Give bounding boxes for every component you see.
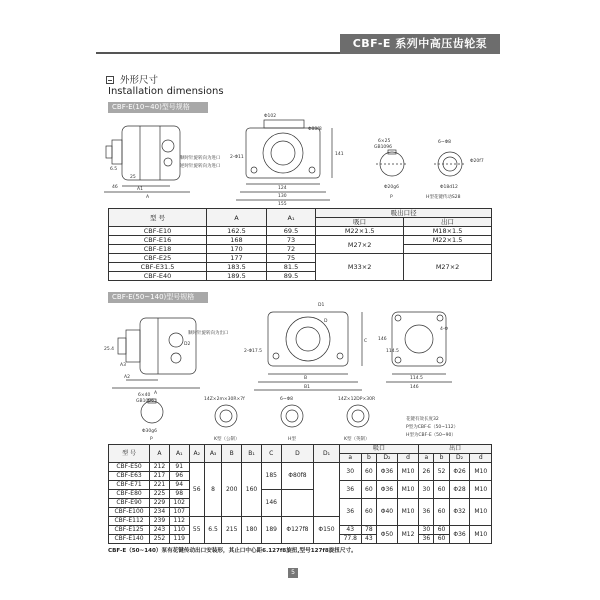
cell: Φ127f8 [281,517,314,544]
cell: 89.5 [266,272,315,281]
g2-front-view [254,312,362,390]
cell: 185 [261,463,281,490]
cell: 69.5 [266,227,315,236]
g2-note2: P型为CBF-E（50~112） [406,425,459,430]
cell: CBF-E31.5 [109,263,207,272]
cell: M27×2 [404,254,492,281]
cell: CBF-E18 [109,245,207,254]
cell: Φ36 [449,526,470,544]
g2-k: K型（公制） [214,437,240,442]
cell: 60 [434,499,449,526]
cell: 52 [434,463,449,481]
g2-h-in-d: d [397,454,418,463]
g1-h65: 6.5 [110,167,118,172]
cell: 162.5 [207,227,267,236]
g2-side-view [112,318,200,388]
g1-rot1: 顺时针旋转向为进口 [180,156,221,161]
g2-rot: 顺时针旋转向为出口 [188,331,229,336]
g2-h-a3: A₃ [204,445,221,463]
cell: 55 [189,517,204,544]
cell: M10 [470,481,492,499]
cell: 160 [242,463,262,517]
cell: CBF-E71 [109,481,150,490]
g1-htype: H型花键传动S28 [426,195,461,200]
g1-h-a1: A₁ [266,209,315,227]
cell: 119 [169,535,189,544]
cell: 36 [339,481,361,499]
series-title: CBF-E 系列中高压齿轮泵 [340,34,500,54]
cell: Φ36 [376,481,397,499]
cell: M22×1.5 [316,227,404,236]
cell: 168 [207,236,267,245]
cell: 221 [150,481,170,490]
g2-h-a: A [150,445,170,463]
cell: 30 [339,463,361,481]
g2-k1: 14Z×2m×30R×7f [204,397,245,402]
cell: 177 [207,254,267,263]
g1-w155: 155 [278,202,287,207]
g2-p-shaft [141,399,163,423]
cell: 252 [150,535,170,544]
cell: CBF-E90 [109,499,150,508]
section-title-cn: 外形尺寸 [120,75,159,86]
g1-h-out: 出口 [404,218,492,227]
g2-h-b1: B₁ [242,445,262,463]
cell: 189.5 [207,272,267,281]
g2-h-out-d: d [470,454,492,463]
table-row [109,227,492,236]
cell: 26 [419,463,434,481]
cell: 30 [419,481,434,499]
g2-holes: 2-Φ17.5 [244,349,263,354]
g1-rot2: 逆时针旋转向为进口 [180,164,221,169]
cell: Φ40 [376,499,397,526]
g1-h-in: 吸口 [316,218,404,227]
cell: 107 [169,508,189,517]
cell: 200 [222,463,242,517]
cell [404,245,492,254]
cell: 78 [361,526,376,535]
g2-a3: A3 [120,363,126,368]
g1-d18: Φ18d12 [440,185,458,190]
cell: 98 [169,490,189,499]
cell: 183.5 [207,263,267,272]
cell: 60 [361,499,376,526]
cell: 217 [150,472,170,481]
cell: 81.5 [266,263,315,272]
cell: 60 [434,535,449,544]
cell: M10 [397,481,418,499]
g1-side-view [104,126,190,192]
cell: Φ26 [449,463,470,481]
g1-p-shaft [376,150,408,176]
cell: CBF-E63 [109,472,150,481]
group2-band: CBF-E(50~140)型号规格 [108,292,208,303]
g2-h: H型 [288,437,296,442]
g2-kb: K型（英制） [344,437,370,442]
cell: CBF-E40 [109,272,207,281]
cell: M10 [470,463,492,481]
g1-gb: GB1096 [374,145,393,150]
cell [281,490,314,517]
cell: CBF-E80 [109,490,150,499]
g2-k-shaft [215,405,237,427]
cell: Φ50 [376,526,397,544]
cell: 189 [261,517,281,544]
cell: CBF-E10 [109,227,207,236]
cell: 170 [207,245,267,254]
cell: 239 [150,517,170,526]
cell: M10 [397,463,418,481]
g2-h-out: 出口 [419,445,492,454]
g2-h-in-d2: D₂ [376,454,397,463]
cell: CBF-E25 [109,254,207,263]
cell: 36 [419,499,434,526]
header-bar [96,34,500,54]
cell: Φ28 [449,481,470,499]
g2-h-b: B [222,445,242,463]
g2-h-in-a: a [339,454,361,463]
g1-h-shaft [434,152,466,176]
g2-h-shaft [281,405,303,427]
cell: M33×2 [316,254,404,281]
g1-h-model: 型 号 [109,209,207,227]
group2-table [108,444,492,544]
group1-table [108,208,492,281]
g1-d20b: Φ20f7 [470,159,484,164]
cell: 215 [222,517,242,544]
cell: 43 [339,526,361,535]
g1-h-a: A [207,209,267,227]
cell: M10 [470,499,492,526]
g1-a1: A1 [137,187,143,192]
section-marker-icon [106,76,114,84]
g2-gb: GB1096 [136,399,155,404]
g2-h-in: 吸口 [339,445,419,454]
g1-s25: 25 [130,175,136,180]
cell: 60 [434,526,449,535]
g2-h-a1: A₁ [169,445,189,463]
g1-spline: 6×25 [378,139,391,144]
cell: 146 [261,490,281,517]
g1-holes: 2-Φ11 [230,155,244,160]
g2-h-out-b: b [434,454,449,463]
g2-h-c: C [261,445,281,463]
cell: 229 [150,499,170,508]
cell: 73 [266,236,315,245]
cell: CBF-E16 [109,236,207,245]
cell: 94 [169,481,189,490]
cell: M27×2 [316,236,404,254]
cell: 43 [361,535,376,544]
g2-flange-view [386,312,452,382]
g2-h-in-b: b [361,454,376,463]
g1-d88: Φ88f8 [308,127,322,132]
table-row [109,236,492,245]
cell: 6.5 [204,517,221,544]
cell: 60 [361,481,376,499]
g2-b: B [304,376,308,381]
g1-d20: Φ20g6 [384,185,399,190]
cell: 8 [204,463,221,517]
g1-spl8: 6~Φ8 [438,140,452,145]
g2-h-a2: A₂ [189,445,204,463]
cell: 36 [339,499,361,526]
cell: M18×1.5 [404,227,492,236]
g1-w124: 124 [278,186,287,191]
cell: 112 [169,517,189,526]
cell: 243 [150,526,170,535]
cell: Φ36 [376,463,397,481]
cell: M10 [470,526,492,544]
cell: CBF-E100 [109,508,150,517]
cell: 234 [150,508,170,517]
g2-note1: 花键有效长度32 [406,417,439,422]
g2-kb-shaft [347,405,369,427]
g2-d30: Φ30g6 [142,429,157,434]
g2-h-out-d2: D₂ [449,454,470,463]
table-row [109,463,492,472]
cell: 96 [169,472,189,481]
g2-c: C [364,339,368,344]
cell: 30 [419,526,434,535]
cell: CBF-E140 [109,535,150,544]
cell: 56 [189,463,204,517]
g2-d2: D2 [184,342,191,347]
cell: 110 [169,526,189,535]
g2-h-out-a: a [419,454,434,463]
cell: CBF-E112 [109,517,150,526]
cell: 91 [169,463,189,472]
cell: CBF-E50 [109,463,150,472]
cell: 180 [242,517,262,544]
cell: 225 [150,490,170,499]
g2-h1: 6~Φ8 [280,397,294,402]
g2-a: A [154,391,158,396]
cell: CBF-E125 [109,526,150,535]
g2-w146: 146 [410,385,419,390]
cell: 102 [169,499,189,508]
cell: 75 [266,254,315,263]
g2-h-d1: D₁ [314,445,339,463]
table-row [109,254,492,263]
cell: M10 [397,499,418,526]
footnote: CBF-E（50~140）泵有花键传动出口安装形，其止口中心距6.127f8旋扭,型号127f8旋扭尺寸。 [108,548,357,554]
cell: 60 [361,463,376,481]
g2-kb1: 14Z×12DP×30R [338,397,376,402]
page-number: 5 [288,568,298,578]
g1-h-port: 吸出口径 [316,209,492,218]
g2-w114: 114.5 [410,376,423,381]
cell: 77.8 [339,535,361,544]
g1-front-view [236,120,332,200]
table-row [109,245,492,254]
g2-d1: D1 [318,303,325,308]
group1-band: CBF-E(10~40)型号规格 [108,102,208,113]
cell: 212 [150,463,170,472]
g1-w46: 46 [112,185,118,190]
g2-note3: H型为CBF-E（50~90） [406,433,456,438]
cell: 72 [266,245,315,254]
g2-h-model: 型 号 [109,445,150,463]
g2-b1: B1 [304,385,310,390]
g2-p: P [150,437,153,442]
g2-a2: A2 [124,375,130,380]
g2-h114: 114.5 [386,349,399,354]
cell: Φ32 [449,499,470,526]
g2-d: D [324,319,328,324]
cell: 60 [434,481,449,499]
cell: 36 [419,535,434,544]
g1-a: A [146,195,150,200]
g2-d4: 4-Φ [440,327,449,332]
g2-h-d: D [281,445,314,463]
cell: M12 [397,526,418,544]
g1-h141: 141 [335,152,344,157]
g1-w130: 130 [278,194,287,199]
g2-spl1: 6×40 [138,393,151,398]
section-title-en: Installation dimensions [108,86,224,97]
cell [314,463,339,517]
g1-p: P [390,195,393,200]
cell: Φ150 [314,517,339,544]
g2-h25: 25.4 [104,347,115,352]
cell: Φ80f8 [281,463,314,490]
g1-d102: Φ102 [264,114,277,119]
g2-h146: 146 [378,337,387,342]
cell: M22×1.5 [404,236,492,245]
